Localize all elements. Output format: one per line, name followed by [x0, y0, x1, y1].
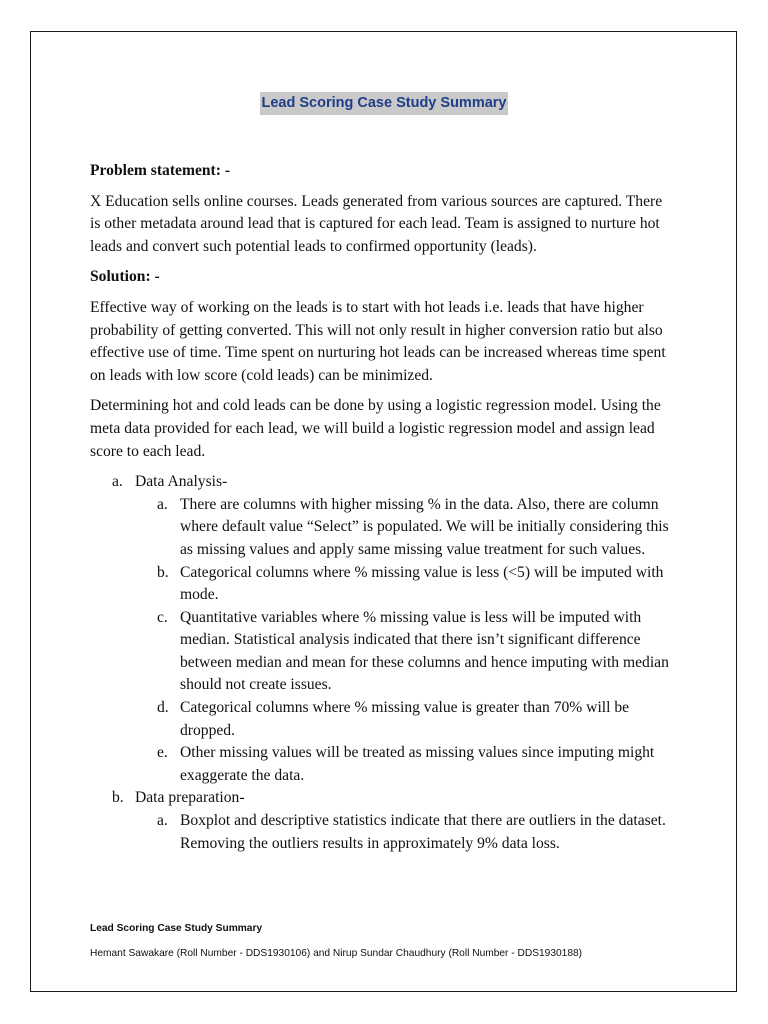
- list-marker: b.: [112, 789, 124, 807]
- list-item: [135, 742, 670, 787]
- list-item-text: There are columns with higher missing % in the data. Also, there are column where default value “Select” is populated. We will be initially considering this as missing values and apply same missing value treatment for such values.: [180, 495, 669, 558]
- list-item: [135, 562, 670, 607]
- list-item-data-analysis: [90, 471, 670, 787]
- solution-heading: Solution: -: [90, 268, 160, 286]
- footer-title: Lead Scoring Case Study Summary: [90, 923, 263, 934]
- list-item: [135, 494, 670, 562]
- outer-list: [90, 471, 670, 855]
- title-container: [0, 92, 768, 115]
- list-item-text: Quantitative variables where % missing value is less will be imputed with median. Statistical analysis indicated that there isn’t significant difference between median and mean for these columns and hence imputing with median should not create issues.: [180, 608, 669, 694]
- list-marker: a.: [157, 812, 168, 830]
- document-body: [90, 160, 670, 855]
- list-marker: a.: [157, 495, 168, 513]
- list-marker: b.: [157, 563, 169, 581]
- list-item: [135, 697, 670, 742]
- section-title: Data Analysis-: [135, 473, 228, 491]
- list-item-text: Categorical columns where % missing value is greater than 70% will be dropped.: [180, 699, 630, 739]
- list-item: [135, 810, 670, 855]
- problem-heading: Problem statement: -: [90, 162, 231, 179]
- document-title: Lead Scoring Case Study Summary: [260, 92, 509, 115]
- footer-authors: Hemant Sawakare (Roll Number - DDS1930106) and Nirup Sundar Chaudhury (Roll Number - DDS1930188): [90, 948, 583, 959]
- inner-list: [135, 494, 670, 788]
- list-item-data-preparation: [90, 787, 670, 855]
- list-item-text: Categorical columns where % missing value is less (<5) will be imputed with mode.: [180, 563, 664, 604]
- list-marker: c.: [157, 608, 168, 626]
- section-title: Data preparation-: [135, 789, 245, 807]
- list-item: [135, 607, 670, 697]
- solution-paragraph-1: Effective way of working on the leads is to start with hot leads i.e. leads that have higher probability of getting converted. This will not only result in higher conversion ratio but also effective use of time. Time spent on nurturing hot leads can be increased whereas time spent on leads with low score (cold leads) can be minimized.: [90, 298, 666, 384]
- list-marker: d.: [157, 699, 169, 717]
- list-marker: e.: [157, 744, 168, 762]
- inner-list: [135, 810, 670, 855]
- page-footer: [90, 922, 710, 961]
- solution-paragraph-2: Determining hot and cold leads can be done by using a logistic regression model. Using the meta data provided for each lead, we will build a logistic regression model and assign lead score to each lead.: [90, 397, 661, 460]
- list-item-text: Boxplot and descriptive statistics indicate that there are outliers in the dataset. Removing the outliers results in approximately 9% data loss.: [180, 812, 666, 852]
- list-item-text: Other missing values will be treated as missing values since imputing might exaggerate the data.: [180, 744, 655, 784]
- problem-paragraph: X Education sells online courses. Leads generated from various sources are captured. There is other metadata around lead that is captured for each lead. Team is assigned to nurture hot leads and convert such potential leads to confirmed opportunity (leads).: [90, 192, 663, 255]
- list-marker: a.: [112, 473, 123, 491]
